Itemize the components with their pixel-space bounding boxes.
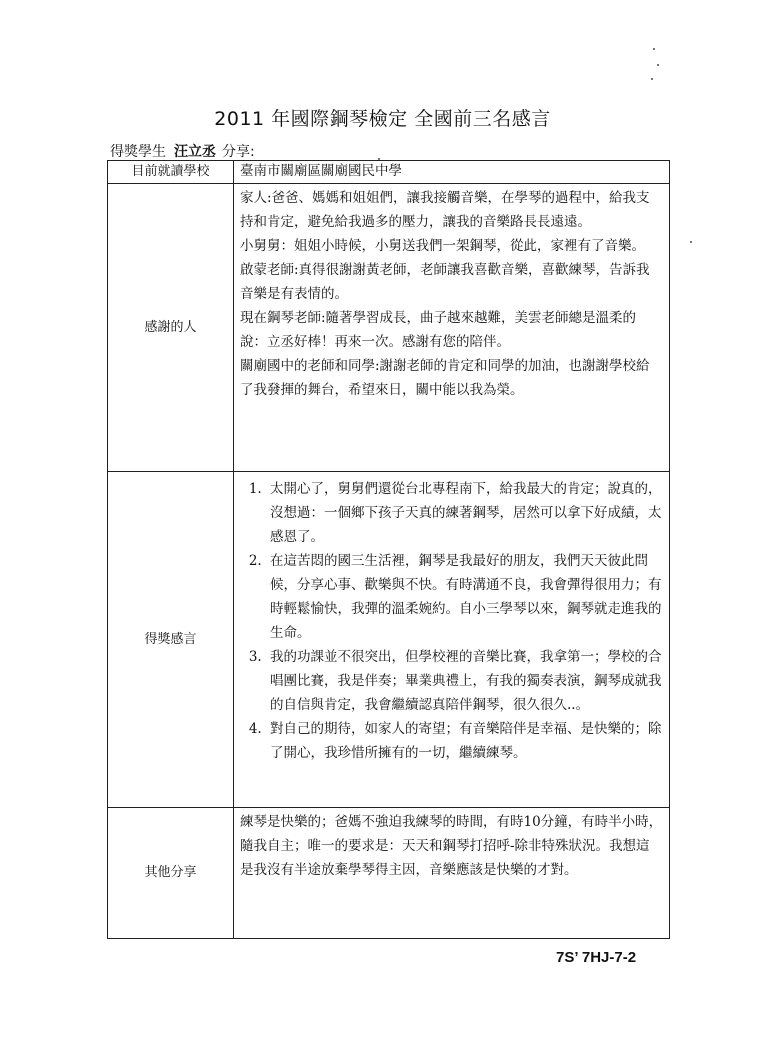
thanks-paragraph: 現在鋼琴老師:隨著學習成長，曲子越來越難，美雲老師總是溫柔的說：立丞好棒！再來一次。感謝有您的陪伴。	[240, 310, 637, 350]
presenter-label: 得獎學生	[110, 144, 166, 160]
school-label: 目前就讀學校	[108, 161, 234, 184]
other-row	[108, 808, 670, 939]
award-label: 得獎感言	[108, 472, 234, 808]
thanks-paragraph: 關廟國中的老師和同學:謝謝老師的肯定和同學的加油，也謝謝學校給了我發揮的舞台，希望來日，關中能以我為榮。	[240, 358, 650, 398]
school-row	[108, 161, 670, 184]
thanks-content	[234, 184, 670, 472]
scan-speck	[378, 158, 380, 160]
footer-code: 7S’ 7HJ-7-2	[556, 949, 637, 966]
document-title: 2011 年國際鋼琴檢定 全國前三名感言	[214, 108, 551, 130]
award-content	[234, 472, 670, 808]
award-list	[240, 477, 663, 765]
thanks-row	[108, 184, 670, 472]
thanks-paragraph: 啟蒙老師:真得很謝謝黃老師，老師讓我喜歡音樂，喜歡練琴，告訴我音樂是有表情的。	[240, 262, 650, 302]
thanks-paragraph: 家人:爸爸、媽媽和姐姐們，讓我接觸音樂，在學琴的過程中，給我支持和肯定，避免給我過多的壓力，讓我的音樂路長長遠遠。	[240, 190, 650, 230]
scan-speck	[657, 64, 659, 66]
thanks-paragraph: 小舅舅：姐姐小時候，小舅送我們一架鋼琴，從此，家裡有了音樂。	[240, 238, 645, 254]
presenter-line	[110, 141, 255, 161]
award-item: 3. 我的功課並不很突出，但學校裡的音樂比賽，我拿第一；學校的合唱團比賽，我是伴奏；畢業典禮上，有我的獨奏表演，鋼琴成就我的自信與肯定，我會繼續認真陪伴鋼琴，很久很久..。	[266, 645, 663, 717]
presenter-name: 汪立丞	[174, 144, 216, 160]
award-item: 2. 在這苦悶的國三生活裡，鋼琴是我最好的朋友，我們天天彼此問候，分享心事、歡樂與不快。有時溝通不良，我會彈得很用力；有時輕鬆愉快，我彈的溫柔婉約。自小三學琴以來，鋼琴就走進我的生命。	[266, 549, 663, 645]
school-value: 臺南市關廟區關廟國民中學	[234, 161, 670, 184]
award-item: 4. 對自己的期待，如家人的寄望；有音樂陪伴是幸福、是快樂的；除了開心，我珍惜所擁有的一切，繼續練琴。	[266, 717, 663, 765]
scan-speck	[653, 48, 655, 50]
presenter-suffix: 分享:	[222, 144, 255, 160]
scan-speck	[690, 241, 692, 243]
other-content: 練琴是快樂的；爸媽不強迫我練琴的時間，有時10分鐘，有時半小時，隨我自主；唯一的要求是：天天和鋼琴打招呼-除非特殊狀況。我想這是我沒有半途放棄學琴得主因，音樂應該是快樂的才對。	[234, 808, 670, 939]
testimony-table	[107, 160, 670, 939]
thanks-label: 感謝的人	[108, 184, 234, 472]
award-row	[108, 472, 670, 808]
award-item: 1. 太開心了，舅舅們還從台北專程南下，給我最大的肯定；說真的，沒想過：一個鄉下孩子天真的練著鋼琴，居然可以拿下好成績，太感恩了。	[266, 477, 663, 549]
other-label: 其他分享	[108, 808, 234, 939]
scan-speck	[651, 78, 653, 80]
